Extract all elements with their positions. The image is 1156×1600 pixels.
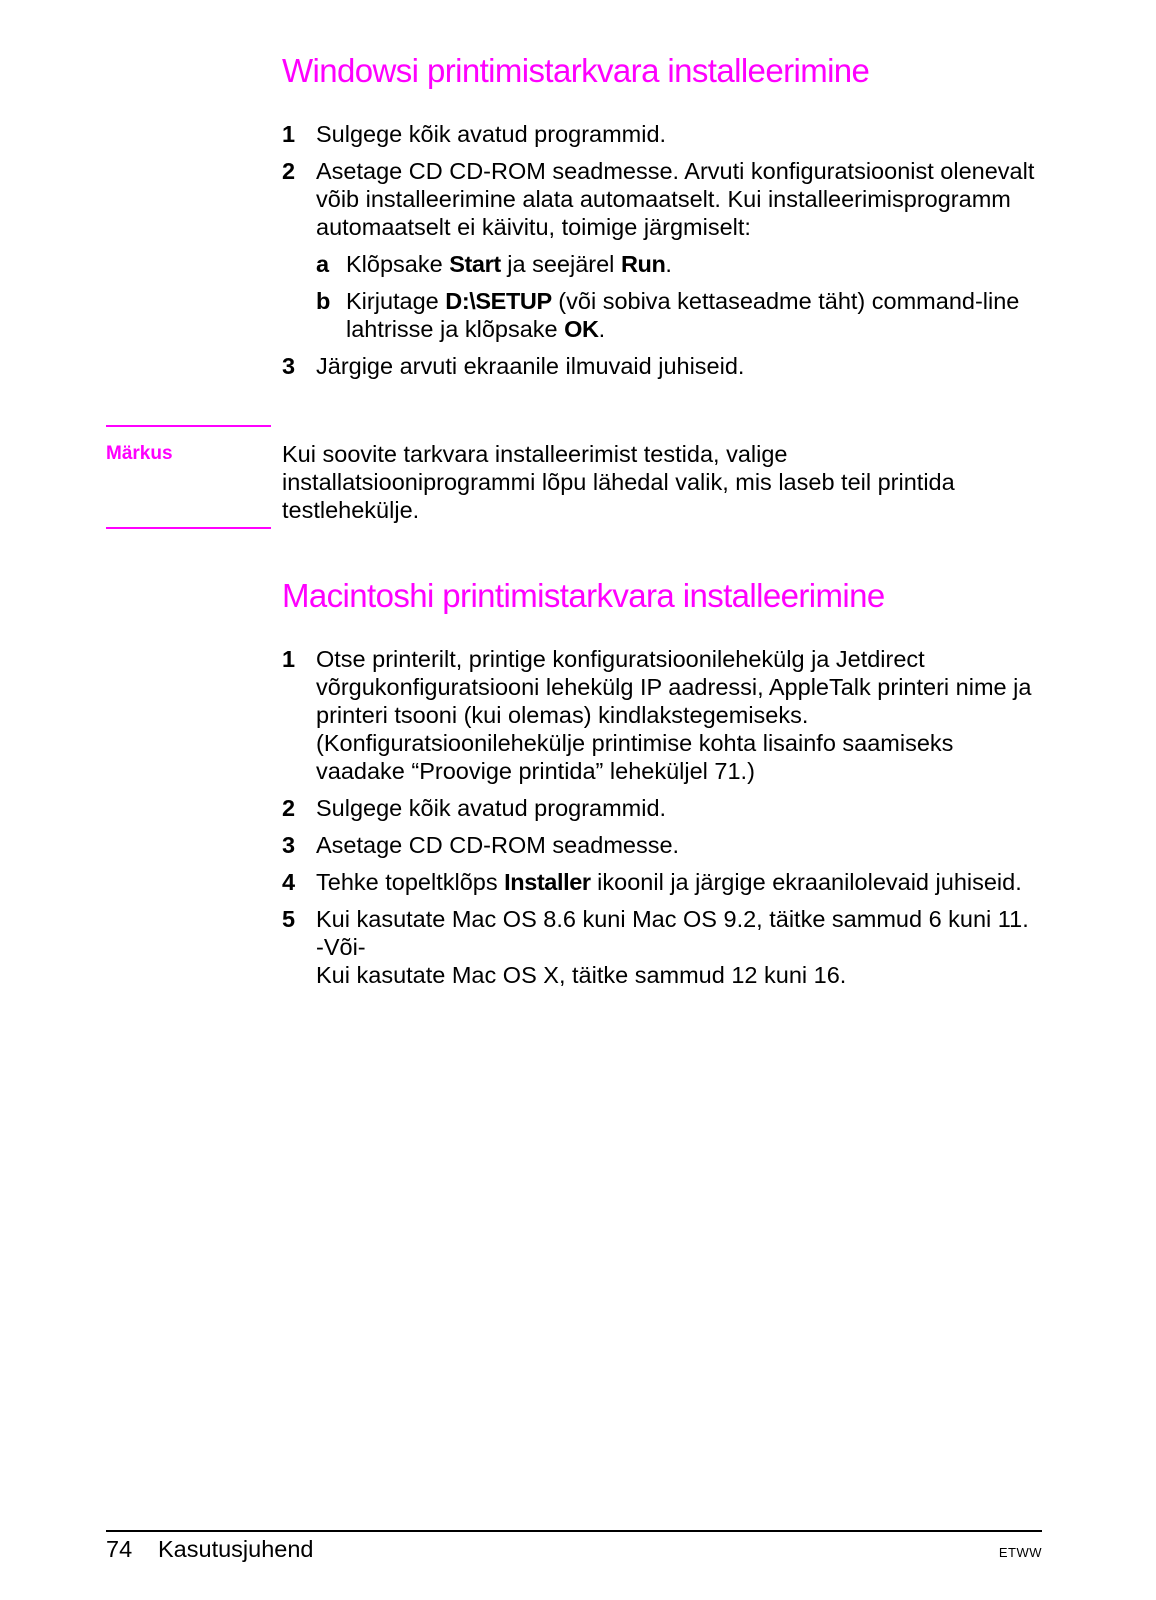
- substep-text: .: [665, 251, 672, 277]
- substep-text: ja seejärel: [500, 251, 621, 277]
- substep-letter: b: [316, 288, 331, 314]
- substep-text: Kirjutage: [346, 288, 446, 314]
- substep: [316, 250, 1042, 278]
- step-number: 2: [282, 158, 296, 184]
- step-text: Järgige arvuti ekraanile ilmuvaid juhiseid.: [316, 353, 745, 379]
- mac-step: [282, 794, 1042, 822]
- step-number: 1: [282, 121, 296, 147]
- windows-step: [282, 120, 1042, 148]
- mac-steps-list: [282, 645, 1042, 998]
- windows-steps-list: [282, 120, 1042, 389]
- footer-code: ETWW: [998, 1545, 1042, 1560]
- windows-section-heading: Windowsi printimistarkvara installeerimine: [282, 52, 870, 89]
- mac-step: [282, 645, 1042, 785]
- ui-term-run: Run: [620, 251, 666, 277]
- note-label: Märkus: [106, 443, 173, 464]
- step-text: Asetage CD CD-ROM seadmesse.: [316, 832, 680, 858]
- windows-step: [282, 157, 1042, 343]
- step-number: 2: [282, 795, 296, 821]
- ui-term-setup-path: D:\SETUP: [445, 288, 552, 314]
- step-text: Otse printerilt, printige konfiguratsioonilehekülg ja Jetdirect võrgukonfiguratsiooni lehekülg IP aadressi, AppleTalk printeri nime ja printeri tsooni (kui olemas) kindlakstegemiseks. (Konfiguratsioonilehekülje printimise kohta lisainfo saamiseks vaadake “Proovige printida” leheküljel 71.): [316, 646, 1032, 784]
- step-text: Tehke topeltklõps: [316, 869, 505, 895]
- note-rule-bottom: [106, 527, 271, 529]
- mac-step: [282, 831, 1042, 859]
- step-text: Sulgege kõik avatud programmid.: [316, 795, 667, 821]
- step-text: Asetage CD CD-ROM seadmesse. Arvuti konfiguratsioonist olenevalt võib installeerimine alata automaatselt. Kui installeerimisprogramm automaatselt ei käivitu, toimige järgmiselt:: [316, 158, 1035, 240]
- step-number: 5: [282, 906, 296, 932]
- footer-title: Kasutusjuhend: [158, 1536, 314, 1562]
- step-text: ikoonil ja järgige ekraanilolevaid juhiseid.: [590, 869, 1022, 895]
- note-rule-top: [106, 425, 271, 427]
- step-or-separator: -Või-: [316, 934, 366, 960]
- substep-text: .: [598, 316, 606, 342]
- step-text: Kui kasutate Mac OS 8.6 kuni Mac OS 9.2, täitke sammud 6 kuni 11.: [316, 906, 1029, 932]
- step-text: Kui kasutate Mac OS X, täitke sammud 12 kuni 16.: [316, 962, 847, 988]
- substep-text: Klõpsake: [346, 251, 450, 277]
- windows-step: [282, 352, 1042, 380]
- substep-letter: a: [316, 251, 330, 277]
- ui-term-start: Start: [449, 251, 501, 277]
- substep: [316, 287, 1042, 343]
- ui-term-ok: OK: [564, 316, 599, 342]
- mac-section-heading: Macintoshi printimistarkvara installeerimine: [282, 577, 885, 614]
- step-text: Sulgege kõik avatud programmid.: [316, 121, 667, 147]
- step-number: 4: [282, 869, 296, 895]
- step-number: 1: [282, 646, 296, 672]
- mac-step: [282, 868, 1042, 896]
- substep-text: (või sobiva kettaseadme täht) command-line lahtrisse ja klõpsake: [346, 288, 1020, 342]
- note-text: Kui soovite tarkvara installeerimist testida, valige installatsiooniprogrammi lõpu lähedal valik, mis laseb teil printida testlehekülje.: [282, 441, 955, 523]
- step-number: 3: [282, 353, 296, 379]
- substeps-list: [316, 250, 1042, 343]
- footer-rule: [106, 1530, 1042, 1532]
- ui-term-installer: Installer: [504, 869, 591, 895]
- mac-step: [282, 905, 1042, 989]
- step-number: 3: [282, 832, 296, 858]
- footer-page-number: 74: [106, 1536, 133, 1562]
